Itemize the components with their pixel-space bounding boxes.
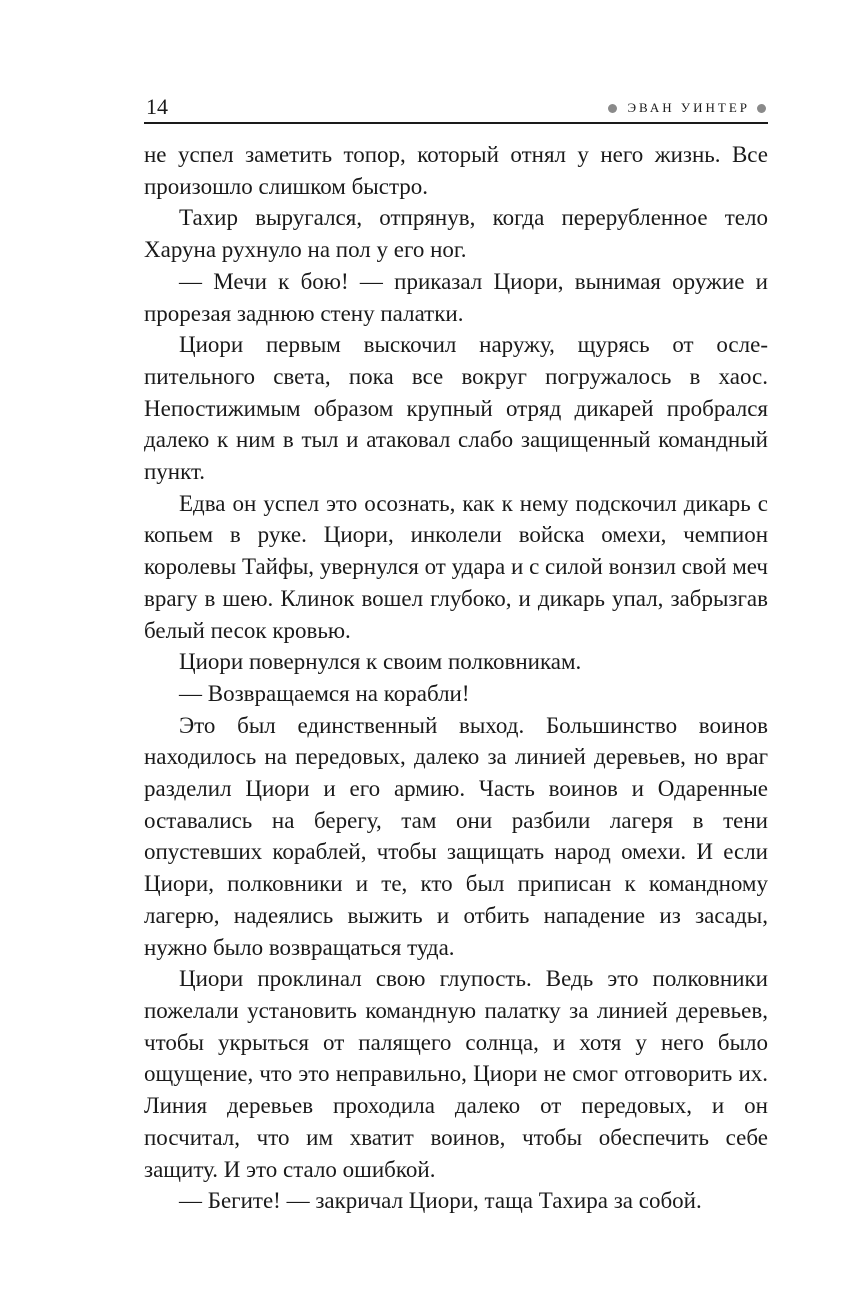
running-head-author	[608, 100, 766, 116]
paragraph: — Возвращаемся на корабли!	[179, 680, 470, 706]
author-name: ЭВАН УИНТЕР	[627, 100, 750, 115]
body-text	[144, 139, 768, 1217]
running-head	[144, 88, 768, 124]
paragraph: Едва он успел это осознать, как к нему подскочил дикарь с копьем в руке. Циори, инколели войска омехи, чемпион королевы Тайфы, увернулся от удара и с силой вонзил свой меч врагу в шею. Клинок вошел глубоко, и дикарь упал, забрызгав белый песок кровью.	[144, 490, 768, 643]
page-number: 14	[146, 94, 168, 119]
paragraph: Циори проклинал свою глупость. Ведь это полковники пожелали установить командную палатку за линией деревьев, чтобы укрыться от палящего солнца, и хотя у него было ощущение, что это неправильно, Циори не смог отговорить их. Линия деревьев проходила далеко от передовых, и он посчитал, что им хватит воинов, чтобы обеспечить себе защиту. И это стало ошибкой.	[144, 966, 768, 1182]
bullet-dot-icon	[757, 104, 766, 113]
paragraph: Циори первым выскочил наружу, щурясь от ослепительного света, пока все вокруг погружалось в хаос. Непостижимым образом крупный отряд дикарей пробрался далеко к ним в тыл и атаковал слабо защищенный командный пункт.	[144, 332, 768, 485]
paragraph: не успел заметить топор, который отнял у него жизнь. Все произошло слишком быстро.	[144, 142, 768, 199]
bullet-dot-icon	[608, 104, 617, 113]
paragraph: Циори повернулся к своим полковникам.	[179, 649, 582, 675]
paragraph: Это был единственный выход. Большинство воинов находилось на передовых, далеко за линией деревьев, но враг разделил Циори и его армию. Часть воинов и Одаренные оставались на берегу, там они разбили лагеря в тени опустевших кораблей, чтобы защищать народ омехи. И если Циори, полковники и те, кто был приписан к командному лагерю, надеялись выжить и отбить нападение из засады, нужно было возвращаться туда.	[144, 712, 768, 960]
paragraph: Тахир выругался, отпрянув, когда перерубленное тело Харуна рухнуло на пол у его ног.	[144, 205, 768, 263]
paragraph: — Бегите! — закричал Циори, таща Тахира за собой.	[179, 1188, 702, 1214]
paragraph: — Мечи к бою! — приказал Циори, вынимая оружие и прорезая заднюю стену палатки.	[144, 268, 768, 326]
book-page	[144, 88, 768, 1217]
